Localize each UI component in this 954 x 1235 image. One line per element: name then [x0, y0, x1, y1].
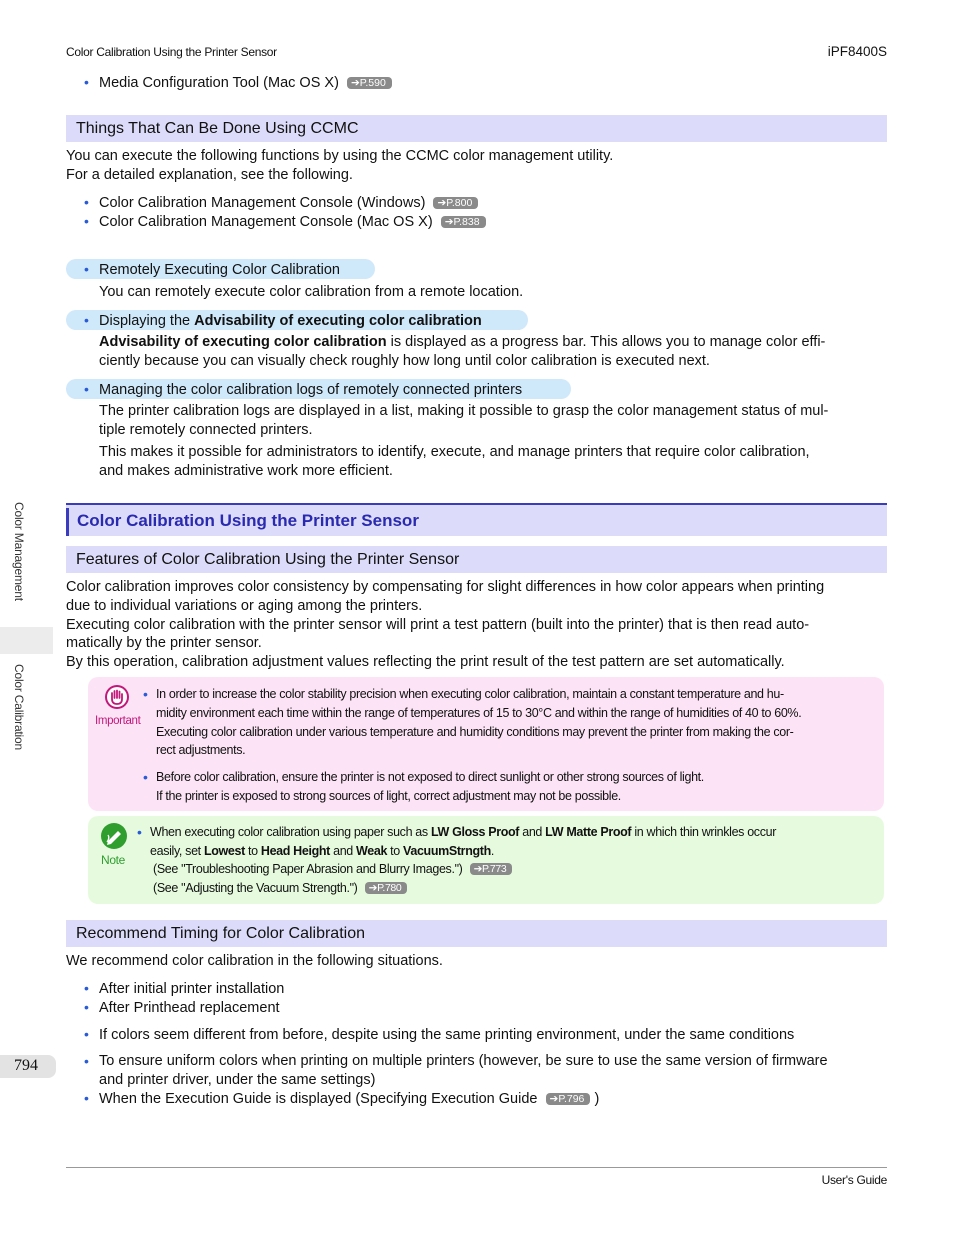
paragraph: For a detailed explanation, see the following. [66, 167, 353, 183]
feature-description: The printer calibration logs are displayed in a list, making it possible to grasp the color management status of mul- tiple remotely connected printers. [99, 403, 829, 438]
feature-title-advisability: • Displaying the Advisability of executing color calibration [66, 310, 528, 330]
feature-title-logs: • Managing the color calibration logs of remotely connected printers [66, 379, 571, 399]
list-item: • Color Calibration Management Console (Mac OS X) ➔P.838 [84, 213, 486, 230]
running-header-title: Color Calibration Using the Printer Sensor [66, 45, 277, 59]
feature-description: This makes it possible for administrators to identify, execute, and manage printers that require color calibration, and makes administrative work more efficient. [99, 444, 810, 479]
important-bullet: • Before color calibration, ensure the printer is not exposed to direct sunlight or other strong sources of light. If the printer is exposed to strong sources of light, correct adjustment may not be possible. [143, 769, 704, 803]
list-item: • After Printhead replacement [84, 999, 280, 1016]
bullet-icon: • [84, 1026, 89, 1042]
page-ref-link[interactable]: ➔P.838 [441, 216, 486, 228]
note-see-line: (See "Adjusting the Vacuum Strength.") ➔P.780 [153, 879, 407, 898]
bullet-icon: • [84, 312, 89, 328]
sidebar-tab-color-calibration[interactable]: Color Calibration [12, 664, 26, 750]
model-name: iPF8400S [827, 44, 887, 59]
section-heading [66, 503, 887, 536]
page-ref-link[interactable]: ➔P.800 [433, 197, 478, 209]
page-ref-link[interactable]: ➔P.590 [347, 77, 392, 89]
subsection-heading: Recommend Timing for Color Calibration [66, 920, 887, 947]
sidebar-active-marker [0, 627, 53, 654]
footer-rule [66, 1167, 887, 1168]
important-bullet: • In order to increase the color stability precision when executing color calibration, maintain a constant temperature and hu- midity environment each time within the range of temperatures of 15 to 30°C and within the range of humidities of 40 to 60%. Executing color calibration under various temperature and humidity conditions may prevent the printer from making the cor- rect adjustments. [143, 686, 802, 758]
page-ref-link[interactable]: ➔P.780 [365, 882, 408, 894]
bullet-icon: • [84, 999, 89, 1015]
list-item: • To ensure uniform colors when printing on multiple printers (however, be sure to use the same version of firmware and printer driver, under the same settings) [84, 1053, 828, 1088]
bullet-icon: • [84, 1053, 89, 1069]
section-title: Color Calibration Using the Printer Sensor [77, 511, 419, 530]
page-ref-link[interactable]: ➔P.773 [470, 863, 513, 875]
list-item: • Color Calibration Management Console (Windows) ➔P.800 [84, 194, 478, 211]
page-number: 794 [14, 1057, 38, 1074]
page-number-box [0, 1055, 56, 1078]
note-icon [100, 822, 128, 854]
bullet-icon: • [84, 261, 89, 277]
bullet-icon: • [84, 74, 89, 90]
note-bullet: • When executing color calibration using paper such as LW Gloss Proof and LW Matte Proof in which thin wrinkles occur easily, set Lowest to Head Height and Weak to VacuumStrngth. [137, 824, 777, 858]
important-icon [104, 684, 130, 714]
subsection-heading: Things That Can Be Done Using CCMC [66, 115, 887, 142]
feature-description: Advisability of executing color calibration is displayed as a progress bar. This allows you to manage color effi- ciently because you can visually check roughly how long until color calibration is executed next. [99, 334, 826, 369]
list-item: • When the Execution Guide is displayed (Specifying Execution Guide ➔P.796 ) [84, 1090, 600, 1107]
list-item: • Media Configuration Tool (Mac OS X) ➔P.590 [84, 74, 392, 91]
feature-description: You can remotely execute color calibration from a remote location. [99, 284, 524, 300]
bullet-icon: • [84, 1090, 89, 1106]
note-label: Note [101, 853, 125, 867]
paragraph: You can execute the following functions by using the CCMC color management utility. [66, 148, 614, 164]
important-label: Important [95, 715, 141, 727]
feature-title-remote: • Remotely Executing Color Calibration [66, 259, 375, 279]
paragraph: We recommend color calibration in the following situations. [66, 953, 443, 969]
paragraph: Color calibration improves color consistency by compensating for slight differences in how color appears when printing due to individual variations or aging among the printers. Executing color calibration with the printer sensor will print a test pattern (built into the printer) that is then read auto- matically by the printer sensor. By this operation, calibration adjustment values reflecting the print result of the test pattern are set automatically. [66, 579, 825, 671]
bullet-icon: • [84, 381, 89, 397]
bullet-icon: • [84, 980, 89, 996]
list-item: • After initial printer installation [84, 980, 285, 997]
note-see-line: (See "Troubleshooting Paper Abrasion and Blurry Images.") ➔P.773 [153, 860, 512, 879]
sidebar-tab-color-management[interactable]: Color Management [12, 502, 26, 601]
bullet-icon: • [84, 213, 89, 229]
subsection-heading: Features of Color Calibration Using the Printer Sensor [66, 546, 887, 573]
footer-title: User's Guide [821, 1173, 887, 1187]
list-item: • If colors seem different from before, despite using the same printing environment, under the same conditions [84, 1026, 795, 1043]
bullet-icon: • [84, 194, 89, 210]
page-ref-link[interactable]: ➔P.796 [546, 1093, 591, 1105]
